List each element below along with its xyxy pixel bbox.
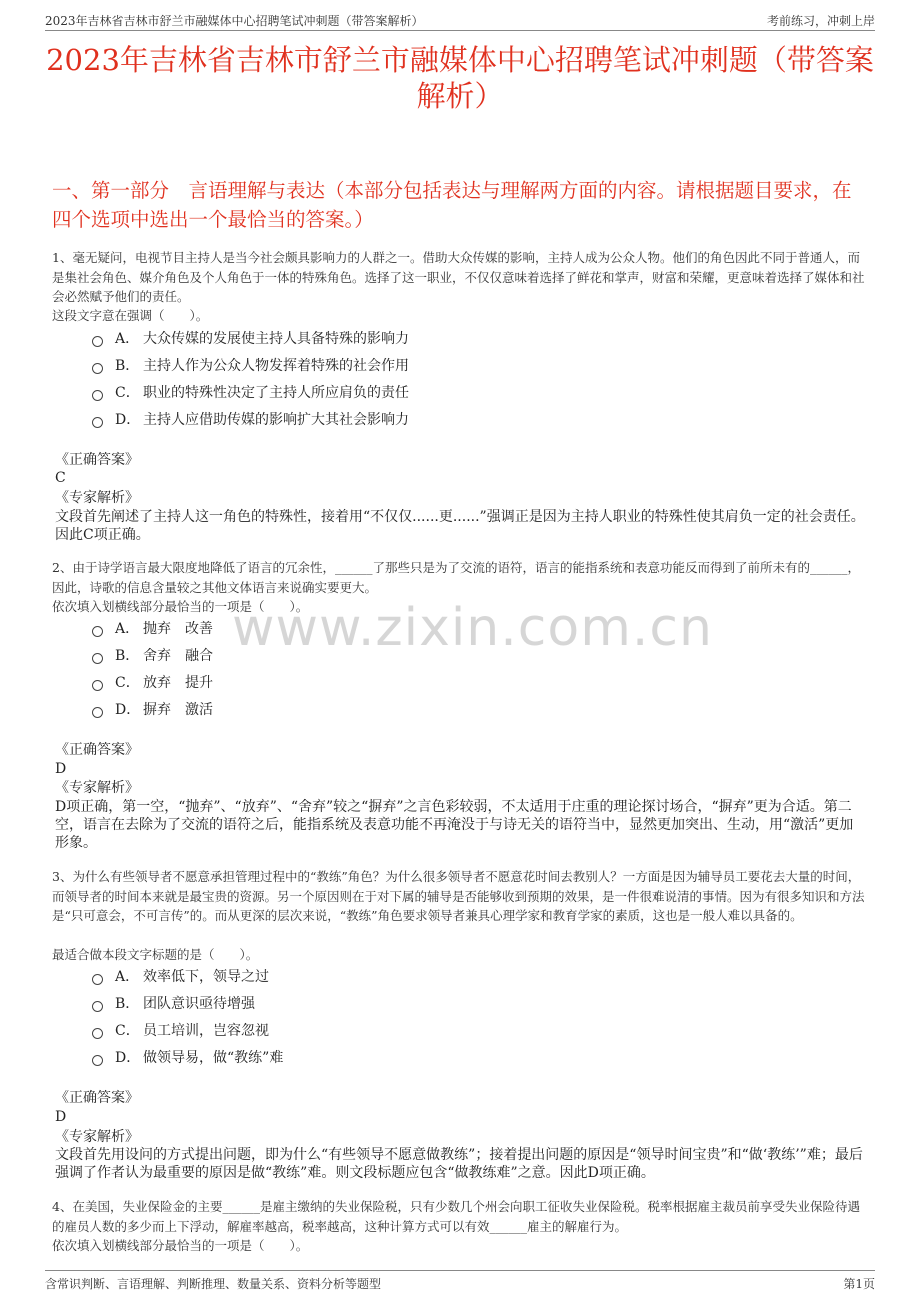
section-heading: 一、第一部分 言语理解与表达（本部分包括表达与理解两方面的内容。请根据题目要求，在四个选项中选出一个最恰当的答案。）	[52, 179, 852, 231]
radio-icon[interactable]	[92, 1055, 103, 1066]
analysis-text: 文段首先用设问的方式提出问题，即为什么“有些领导不愿意做教练”；接着提出问题的原因是“领导时间宝贵”和“做‘教练’”难；最后强调了作者认为最重要的原因是做“教练”难。则文段标题应包含“做教练难”之意。因此D项正确。	[55, 1147, 863, 1181]
option-text: 大众传媒的发展使主持人具备特殊的影响力	[143, 330, 409, 347]
option-d[interactable]	[92, 1044, 692, 1071]
header-doc-title: 2023年吉林省吉林市舒兰市融媒体中心招聘笔试冲刺题（带答案解析）	[45, 14, 424, 28]
option-text: 放弃 提升	[143, 674, 213, 691]
question-3-prompt: 最适合做本段文字标题的是（ ）。	[52, 947, 259, 962]
header-slogan: 考前练习，冲刺上岸	[766, 14, 875, 28]
answer-label: 《正确答案》	[55, 742, 139, 758]
option-letter: D．	[115, 1049, 141, 1066]
option-d[interactable]	[92, 406, 692, 433]
option-text: 舍弃 融合	[143, 647, 213, 664]
page-footer	[45, 1270, 875, 1293]
question-3-options	[92, 963, 692, 1071]
analysis-label: 《专家解析》	[55, 490, 139, 506]
answer-label: 《正确答案》	[55, 452, 139, 468]
option-text: 摒弃 激活	[143, 701, 213, 718]
option-letter: B．	[115, 357, 140, 374]
question-1-stem: 1、毫无疑问，电视节目主持人是当今社会颇具影响力的人群之一。借助大众传媒的影响，主持人成为公众人物。他们的角色因此不同于普通人，而是集社会角色、媒介角色及个人角色于一体的特殊角色。选择了这一职业，不仅仅意味着选择了鲜花和掌声，财富和荣耀，更意味着选择了媒体和社会必然赋予他们的责任。	[52, 250, 865, 304]
option-letter: C．	[115, 384, 140, 401]
question-2-prompt: 依次填入划横线部分最恰当的一项是（ ）。	[52, 599, 309, 614]
document-title: 2023年吉林省吉林市舒兰市融媒体中心招聘笔试冲刺题（带答案解析）	[46, 43, 874, 113]
option-letter: C．	[115, 1022, 140, 1039]
option-text: 抛弃 改善	[143, 620, 213, 637]
option-b[interactable]	[92, 642, 692, 669]
option-c[interactable]	[92, 1017, 692, 1044]
radio-icon[interactable]	[92, 390, 103, 401]
analysis-label: 《专家解析》	[55, 1129, 139, 1145]
option-letter: A．	[115, 620, 140, 637]
option-b[interactable]	[92, 352, 692, 379]
radio-icon[interactable]	[92, 974, 103, 985]
question-4-prompt: 依次填入划横线部分最恰当的一项是（ ）。	[52, 1238, 309, 1253]
page-header	[45, 8, 875, 31]
option-c[interactable]	[92, 379, 692, 406]
radio-icon[interactable]	[92, 1001, 103, 1012]
page-number: 第1页	[843, 1277, 875, 1291]
radio-icon[interactable]	[92, 363, 103, 374]
option-text: 做领导易，做“教练”难	[143, 1049, 284, 1066]
radio-icon[interactable]	[92, 680, 103, 691]
analysis-text: D项正确，第一空，“抛弃”、“放弃”、“舍弃”较之“摒弃”之言色彩较弱，不太适用于庄重的理论探讨场合，“摒弃”更为合适。第二空，语言在去除为了交流的语符之后，能指系统及表意功能不再淹没于与诗无关的语符当中，显然更加突出、生动，用“激活”更加形象。	[55, 799, 854, 851]
radio-icon[interactable]	[92, 707, 103, 718]
option-letter: B．	[115, 647, 140, 664]
footer-question-types: 含常识判断、言语理解、判断推理、数量关系、资料分析等题型	[45, 1277, 382, 1291]
analysis-label: 《专家解析》	[55, 780, 139, 796]
answer-value: C	[55, 470, 66, 486]
option-text: 效率低下，领导之过	[143, 968, 269, 985]
question-2-options	[92, 615, 692, 723]
option-text: 员工培训，岂容忽视	[143, 1022, 269, 1039]
answer-value: D	[55, 1109, 67, 1125]
option-text: 主持人作为公众人物发挥着特殊的社会作用	[143, 357, 409, 374]
question-1-options	[92, 325, 692, 433]
option-text: 职业的特殊性决定了主持人所应肩负的责任	[143, 384, 409, 401]
question-1-prompt: 这段文字意在强调（ ）。	[52, 308, 209, 323]
question-4-stem: 4、在美国，失业保险金的主要______是雇主缴纳的失业保险税，只有少数几个州会向职工征收失业保险税。税率根据雇主裁员前享受失业保险待遇的雇员人数的多少而上下浮动，解雇率越高，税率越高，这种计算方式可以有效______雇主的解雇行为。	[52, 1199, 860, 1234]
radio-icon[interactable]	[92, 1028, 103, 1039]
radio-icon[interactable]	[92, 417, 103, 428]
question-3-stem: 3、为什么有些领导者不愿意承担管理过程中的“教练”角色？为什么很多领导者不愿意花时间去教别人？一方面是因为辅导员工要花去大量的时间，而领导者的时间本来就是最宝贵的资源。另一个原因则在于对下属的辅导是否能够收到预期的效果，是一件很难说清的事情。因为有很多知识和方法是“只可意会，不可言传”的。而从更深的层次来说，“教练”角色要求领导者兼具心理学家和教育学家的素质，这也是一般人难以具备的。	[52, 869, 865, 923]
question-2-stem: 2、由于诗学语言最大限度地降低了语言的冗余性，______了那些只是为了交流的语符，语言的能指系统和表意功能反而得到了前所未有的______，因此，诗歌的信息含量较之其他文体语言来说确实要更大。	[52, 560, 860, 595]
option-letter: C．	[115, 674, 140, 691]
option-letter: B．	[115, 995, 140, 1012]
option-letter: D．	[115, 701, 141, 718]
radio-icon[interactable]	[92, 336, 103, 347]
radio-icon[interactable]	[92, 626, 103, 637]
option-c[interactable]	[92, 669, 692, 696]
analysis-text: 文段首先阐述了主持人这一角色的特殊性，接着用“不仅仅......更......”强调正是因为主持人职业的特殊性使其肩负一定的社会责任。因此C项正确。	[55, 509, 865, 543]
answer-label: 《正确答案》	[55, 1090, 139, 1106]
option-text: 主持人应借助传媒的影响扩大其社会影响力	[143, 411, 409, 428]
option-b[interactable]	[92, 990, 692, 1017]
option-a[interactable]	[92, 615, 692, 642]
option-a[interactable]	[92, 963, 692, 990]
option-letter: D．	[115, 411, 141, 428]
option-letter: A．	[115, 968, 140, 985]
answer-value: D	[55, 761, 67, 777]
option-text: 团队意识亟待增强	[143, 995, 255, 1012]
option-d[interactable]	[92, 696, 692, 723]
option-a[interactable]	[92, 325, 692, 352]
option-letter: A．	[115, 330, 140, 347]
radio-icon[interactable]	[92, 653, 103, 664]
watermark: www.zixin.com.cn	[232, 598, 713, 658]
